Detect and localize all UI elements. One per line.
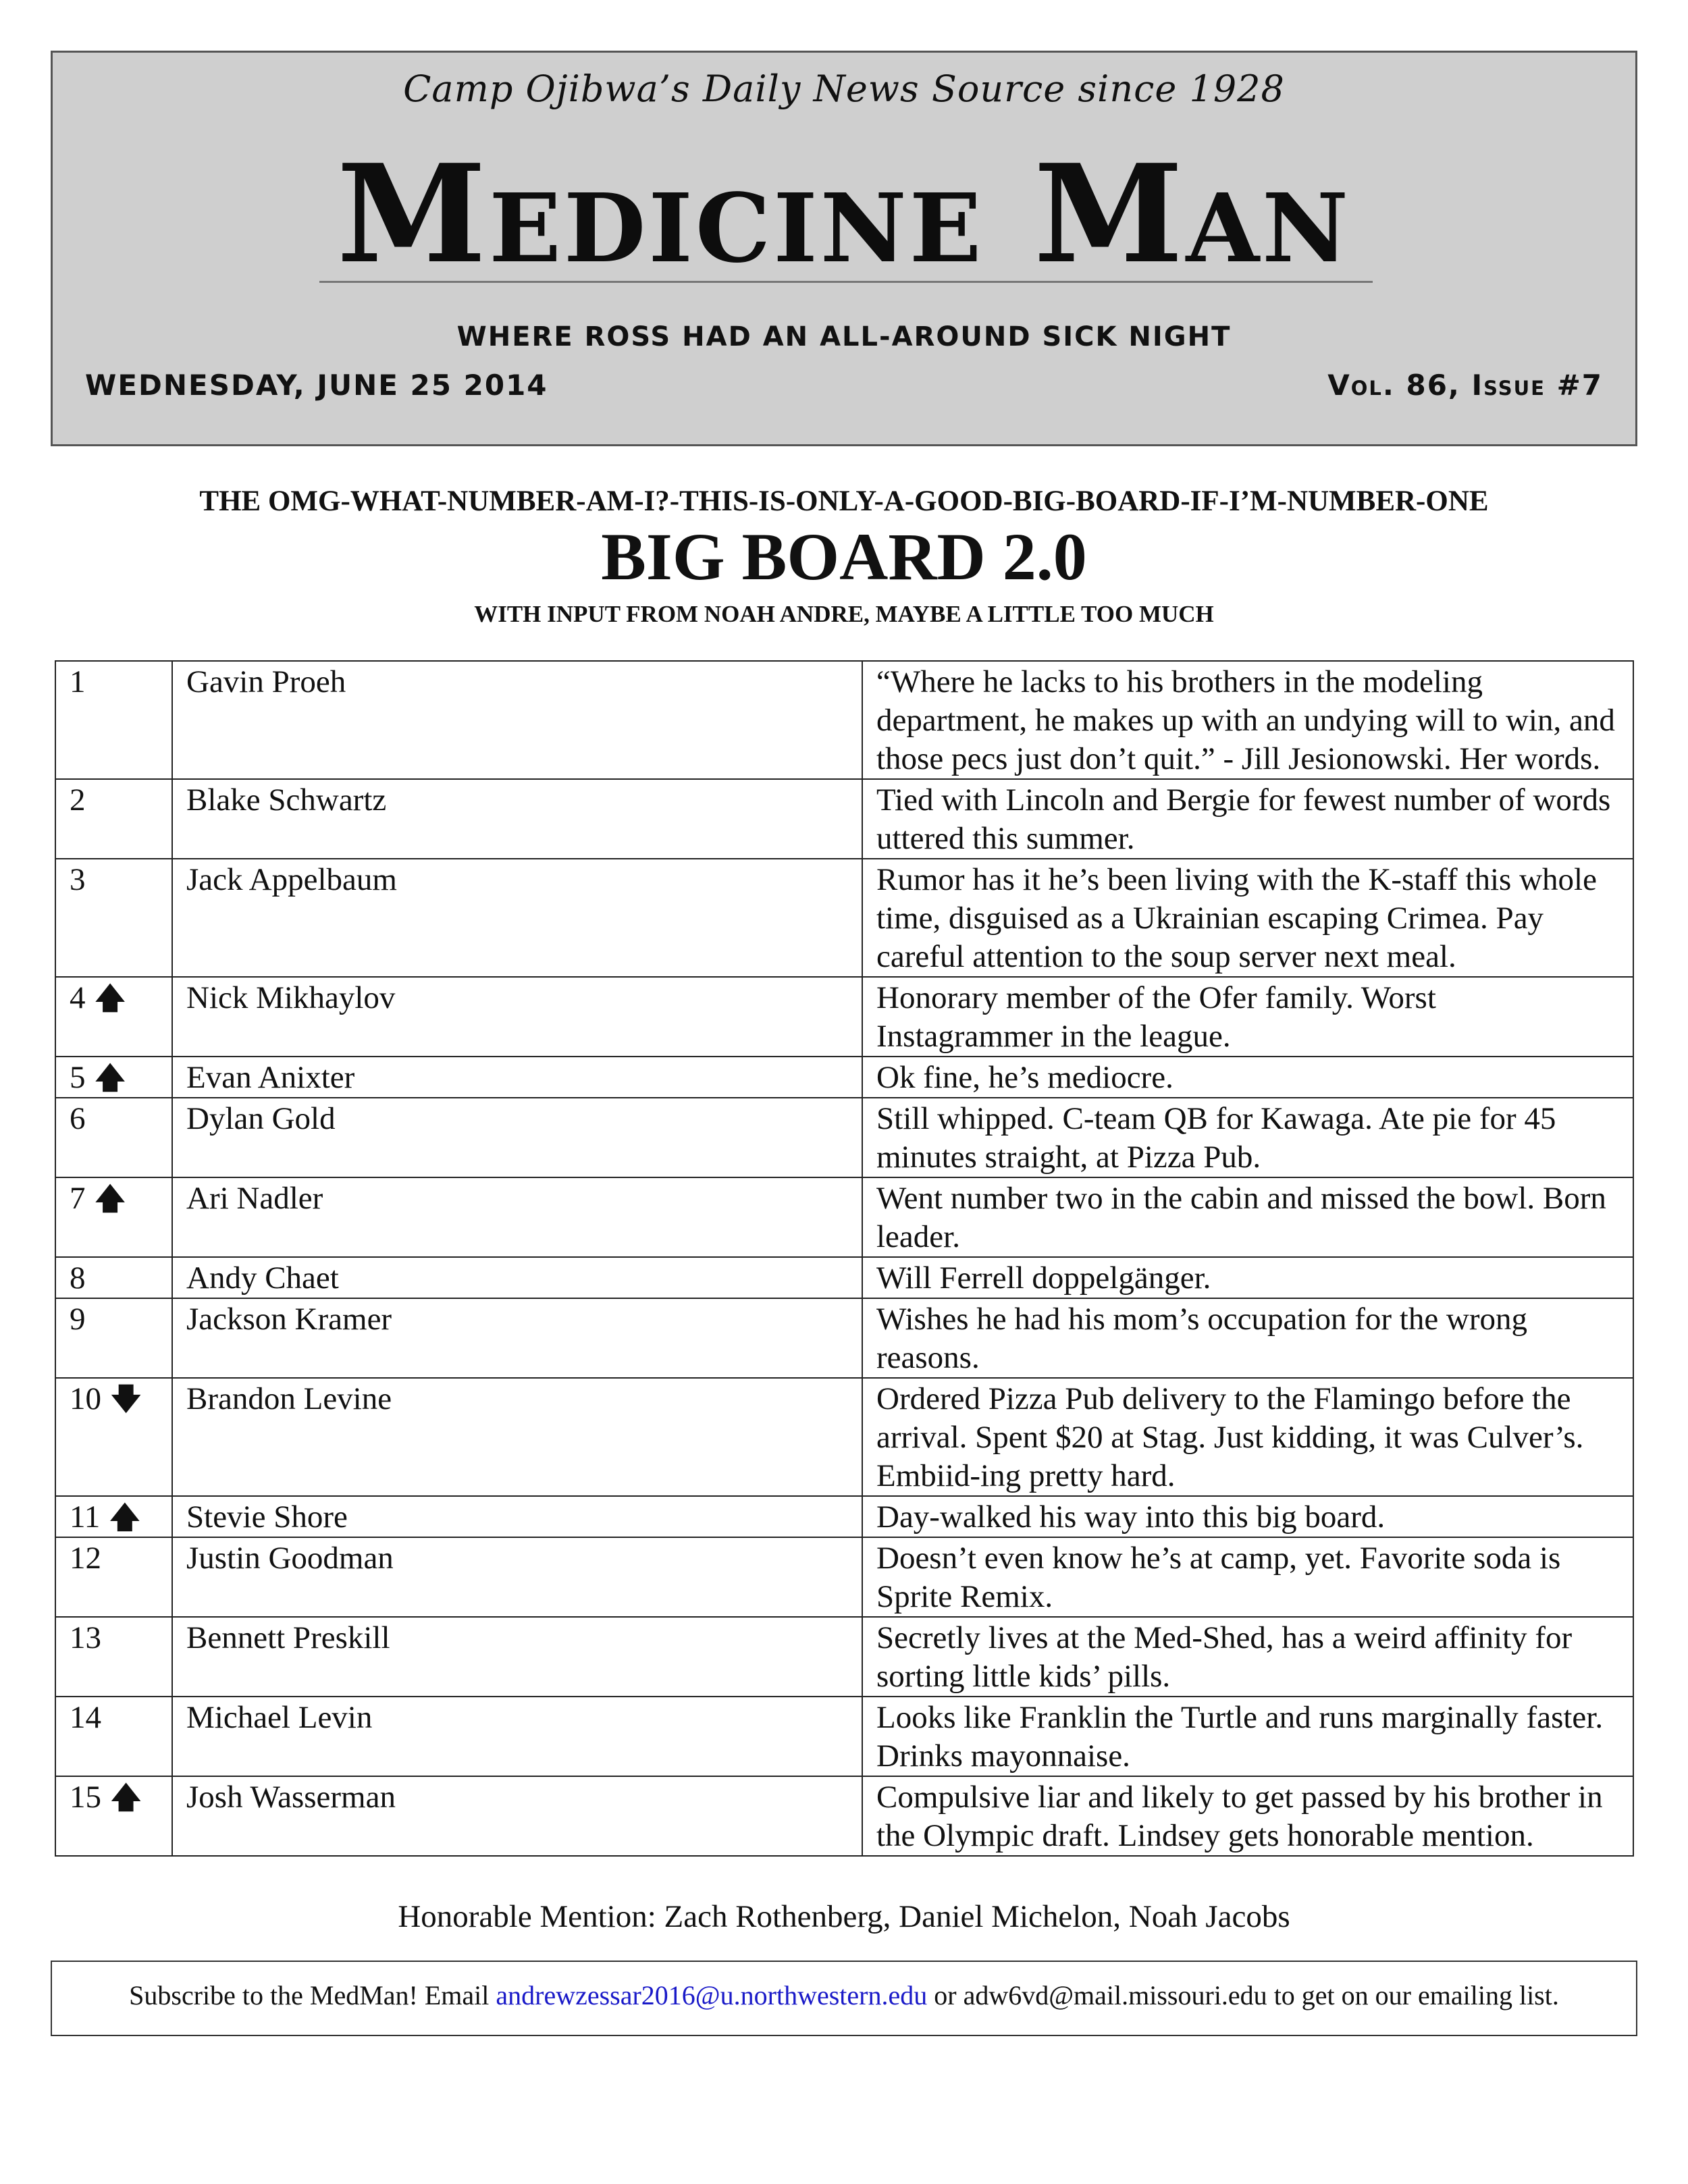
rank-cell [55, 1177, 172, 1257]
rank-number: 4 [70, 980, 86, 1015]
table-row [55, 1378, 1633, 1496]
big-board-table [55, 660, 1634, 1857]
email-link-northwestern[interactable]: andrewzessar2016@u.northwestern.edu [496, 1980, 928, 2010]
player-note: Went number two in the cabin and missed the bowl. Born leader. [862, 1177, 1633, 1257]
arrow-down-icon: 🡇 [111, 1382, 142, 1416]
masthead [51, 51, 1637, 446]
honorable-mention: Honorable Mention: Zach Rothenberg, Daniel Michelon, Noah Jacobs [398, 1899, 1290, 1934]
rank-number: 2 [70, 782, 86, 818]
table-row [55, 661, 1633, 779]
email-missouri: adw6vd@mail.missouri.edu [963, 1980, 1267, 2010]
rank-number: 14 [70, 1700, 101, 1735]
article-subtitle: WITH INPUT FROM NOAH ANDRE, MAYBE A LITTLE TOO MUCH [474, 601, 1214, 627]
player-name: Ari Nadler [172, 1177, 862, 1257]
player-note: Compulsive liar and likely to get passed by his brother in the Olympic draft. Lindsey gets honorable mention. [862, 1776, 1633, 1856]
player-name: Dylan Gold [172, 1098, 862, 1177]
rank-cell [55, 1098, 172, 1177]
rank-cell [55, 1298, 172, 1378]
table-row [55, 1257, 1633, 1298]
arrow-up-icon: 🡅 [109, 1500, 140, 1535]
table-row [55, 977, 1633, 1057]
rank-number: 6 [70, 1101, 86, 1136]
rank-number: 7 [70, 1181, 86, 1216]
rank-cell [55, 1257, 172, 1298]
title-divider [319, 281, 1373, 283]
article-kicker: THE OMG-WHAT-NUMBER-AM-I?-THIS-IS-ONLY-A-GOOD-BIG-BOARD-IF-I’M-NUMBER-ONE [199, 485, 1489, 517]
rank-number: 5 [70, 1060, 86, 1095]
player-name: Gavin Proeh [172, 661, 862, 779]
table-row [55, 1697, 1633, 1776]
arrow-up-icon: 🡅 [111, 1780, 142, 1815]
player-note: Day-walked his way into this big board. [862, 1496, 1633, 1537]
rank-cell [55, 1537, 172, 1617]
player-name: Brandon Levine [172, 1378, 862, 1496]
rank-number: 11 [70, 1499, 101, 1535]
player-note: Secretly lives at the Med-Shed, has a weird affinity for sorting little kids’ pills. [862, 1617, 1633, 1697]
volume-issue: Vol. 86, Issue #7 [1327, 369, 1603, 402]
masthead-tagline: Camp Ojibwa’s Daily News Source since 1928 [403, 68, 1285, 110]
player-note: Wishes he had his mom’s occupation for the wrong reasons. [862, 1298, 1633, 1378]
arrow-up-icon: 🡅 [95, 981, 126, 1015]
table-row [55, 1098, 1633, 1177]
rank-cell [55, 1057, 172, 1098]
player-name: Nick Mikhaylov [172, 977, 862, 1057]
player-note: Will Ferrell doppelgänger. [862, 1257, 1633, 1298]
table-row [55, 1298, 1633, 1378]
rank-number: 8 [70, 1260, 86, 1296]
player-note: “Where he lacks to his brothers in the modeling department, he makes up with an undying will to win, and those pecs just don’t quit.” - Jill Jesionowski. Her words. [862, 661, 1633, 779]
rank-number: 12 [70, 1541, 101, 1576]
rank-number: 15 [70, 1780, 101, 1815]
player-name: Jackson Kramer [172, 1298, 862, 1378]
rank-cell [55, 661, 172, 779]
player-name: Michael Levin [172, 1697, 862, 1776]
rank-number: 10 [70, 1381, 101, 1416]
player-name: Justin Goodman [172, 1537, 862, 1617]
table-row [55, 1177, 1633, 1257]
subscribe-box [51, 1961, 1637, 2036]
table-row [55, 1776, 1633, 1856]
issue-date: WEDNESDAY, JUNE 25 2014 [85, 369, 548, 402]
player-name: Josh Wasserman [172, 1776, 862, 1856]
player-note: Ordered Pizza Pub delivery to the Flamingo before the arrival. Spent $20 at Stag. Just kidding, it was Culver’s. Embiid-ing pretty hard. [862, 1378, 1633, 1496]
player-name: Andy Chaet [172, 1257, 862, 1298]
rank-number: 9 [70, 1302, 86, 1337]
table-row [55, 859, 1633, 977]
player-note: Ok fine, he’s mediocre. [862, 1057, 1633, 1098]
masthead-headline: WHERE ROSS HAD AN ALL-AROUND SICK NIGHT [456, 321, 1232, 352]
arrow-up-icon: 🡅 [95, 1181, 126, 1216]
table-row [55, 1057, 1633, 1098]
rank-cell [55, 779, 172, 859]
newspaper-title: Medicine Man [336, 135, 1352, 294]
rank-cell [55, 859, 172, 977]
player-name: Blake Schwartz [172, 779, 862, 859]
player-name: Jack Appelbaum [172, 859, 862, 977]
subscribe-prefix: Subscribe to the MedMan! Email [129, 1980, 496, 2010]
player-note: Rumor has it he’s been living with the K-staff this whole time, disguised as a Ukrainian escaping Crimea. Pay careful attention to the soup server next meal. [862, 859, 1633, 977]
player-note: Looks like Franklin the Turtle and runs marginally faster. Drinks mayonnaise. [862, 1697, 1633, 1776]
arrow-up-icon: 🡅 [95, 1061, 126, 1095]
rank-cell [55, 1378, 172, 1496]
player-note: Tied with Lincoln and Bergie for fewest number of words uttered this summer. [862, 779, 1633, 859]
player-note: Still whipped. C-team QB for Kawaga. Ate pie for 45 minutes straight, at Pizza Pub. [862, 1098, 1633, 1177]
table-row [55, 1496, 1633, 1537]
rank-cell [55, 1776, 172, 1856]
rank-cell [55, 1697, 172, 1776]
subscribe-suffix: to get on our emailing list. [1267, 1980, 1559, 2010]
rank-cell [55, 1617, 172, 1697]
rank-number: 3 [70, 862, 86, 897]
rank-cell [55, 1496, 172, 1537]
player-name: Bennett Preskill [172, 1617, 862, 1697]
table-row [55, 779, 1633, 859]
player-note: Honorary member of the Ofer family. Worst Instagrammer in the league. [862, 977, 1633, 1057]
player-note: Doesn’t even know he’s at camp, yet. Favorite soda is Sprite Remix. [862, 1537, 1633, 1617]
table-row [55, 1537, 1633, 1617]
player-name: Evan Anixter [172, 1057, 862, 1098]
player-name: Stevie Shore [172, 1496, 862, 1537]
rank-number: 1 [70, 664, 86, 699]
subscribe-middle: or [927, 1980, 964, 2010]
article-title: BIG BOARD 2.0 [601, 519, 1087, 594]
rank-number: 13 [70, 1620, 101, 1655]
rank-cell [55, 977, 172, 1057]
table-row [55, 1617, 1633, 1697]
